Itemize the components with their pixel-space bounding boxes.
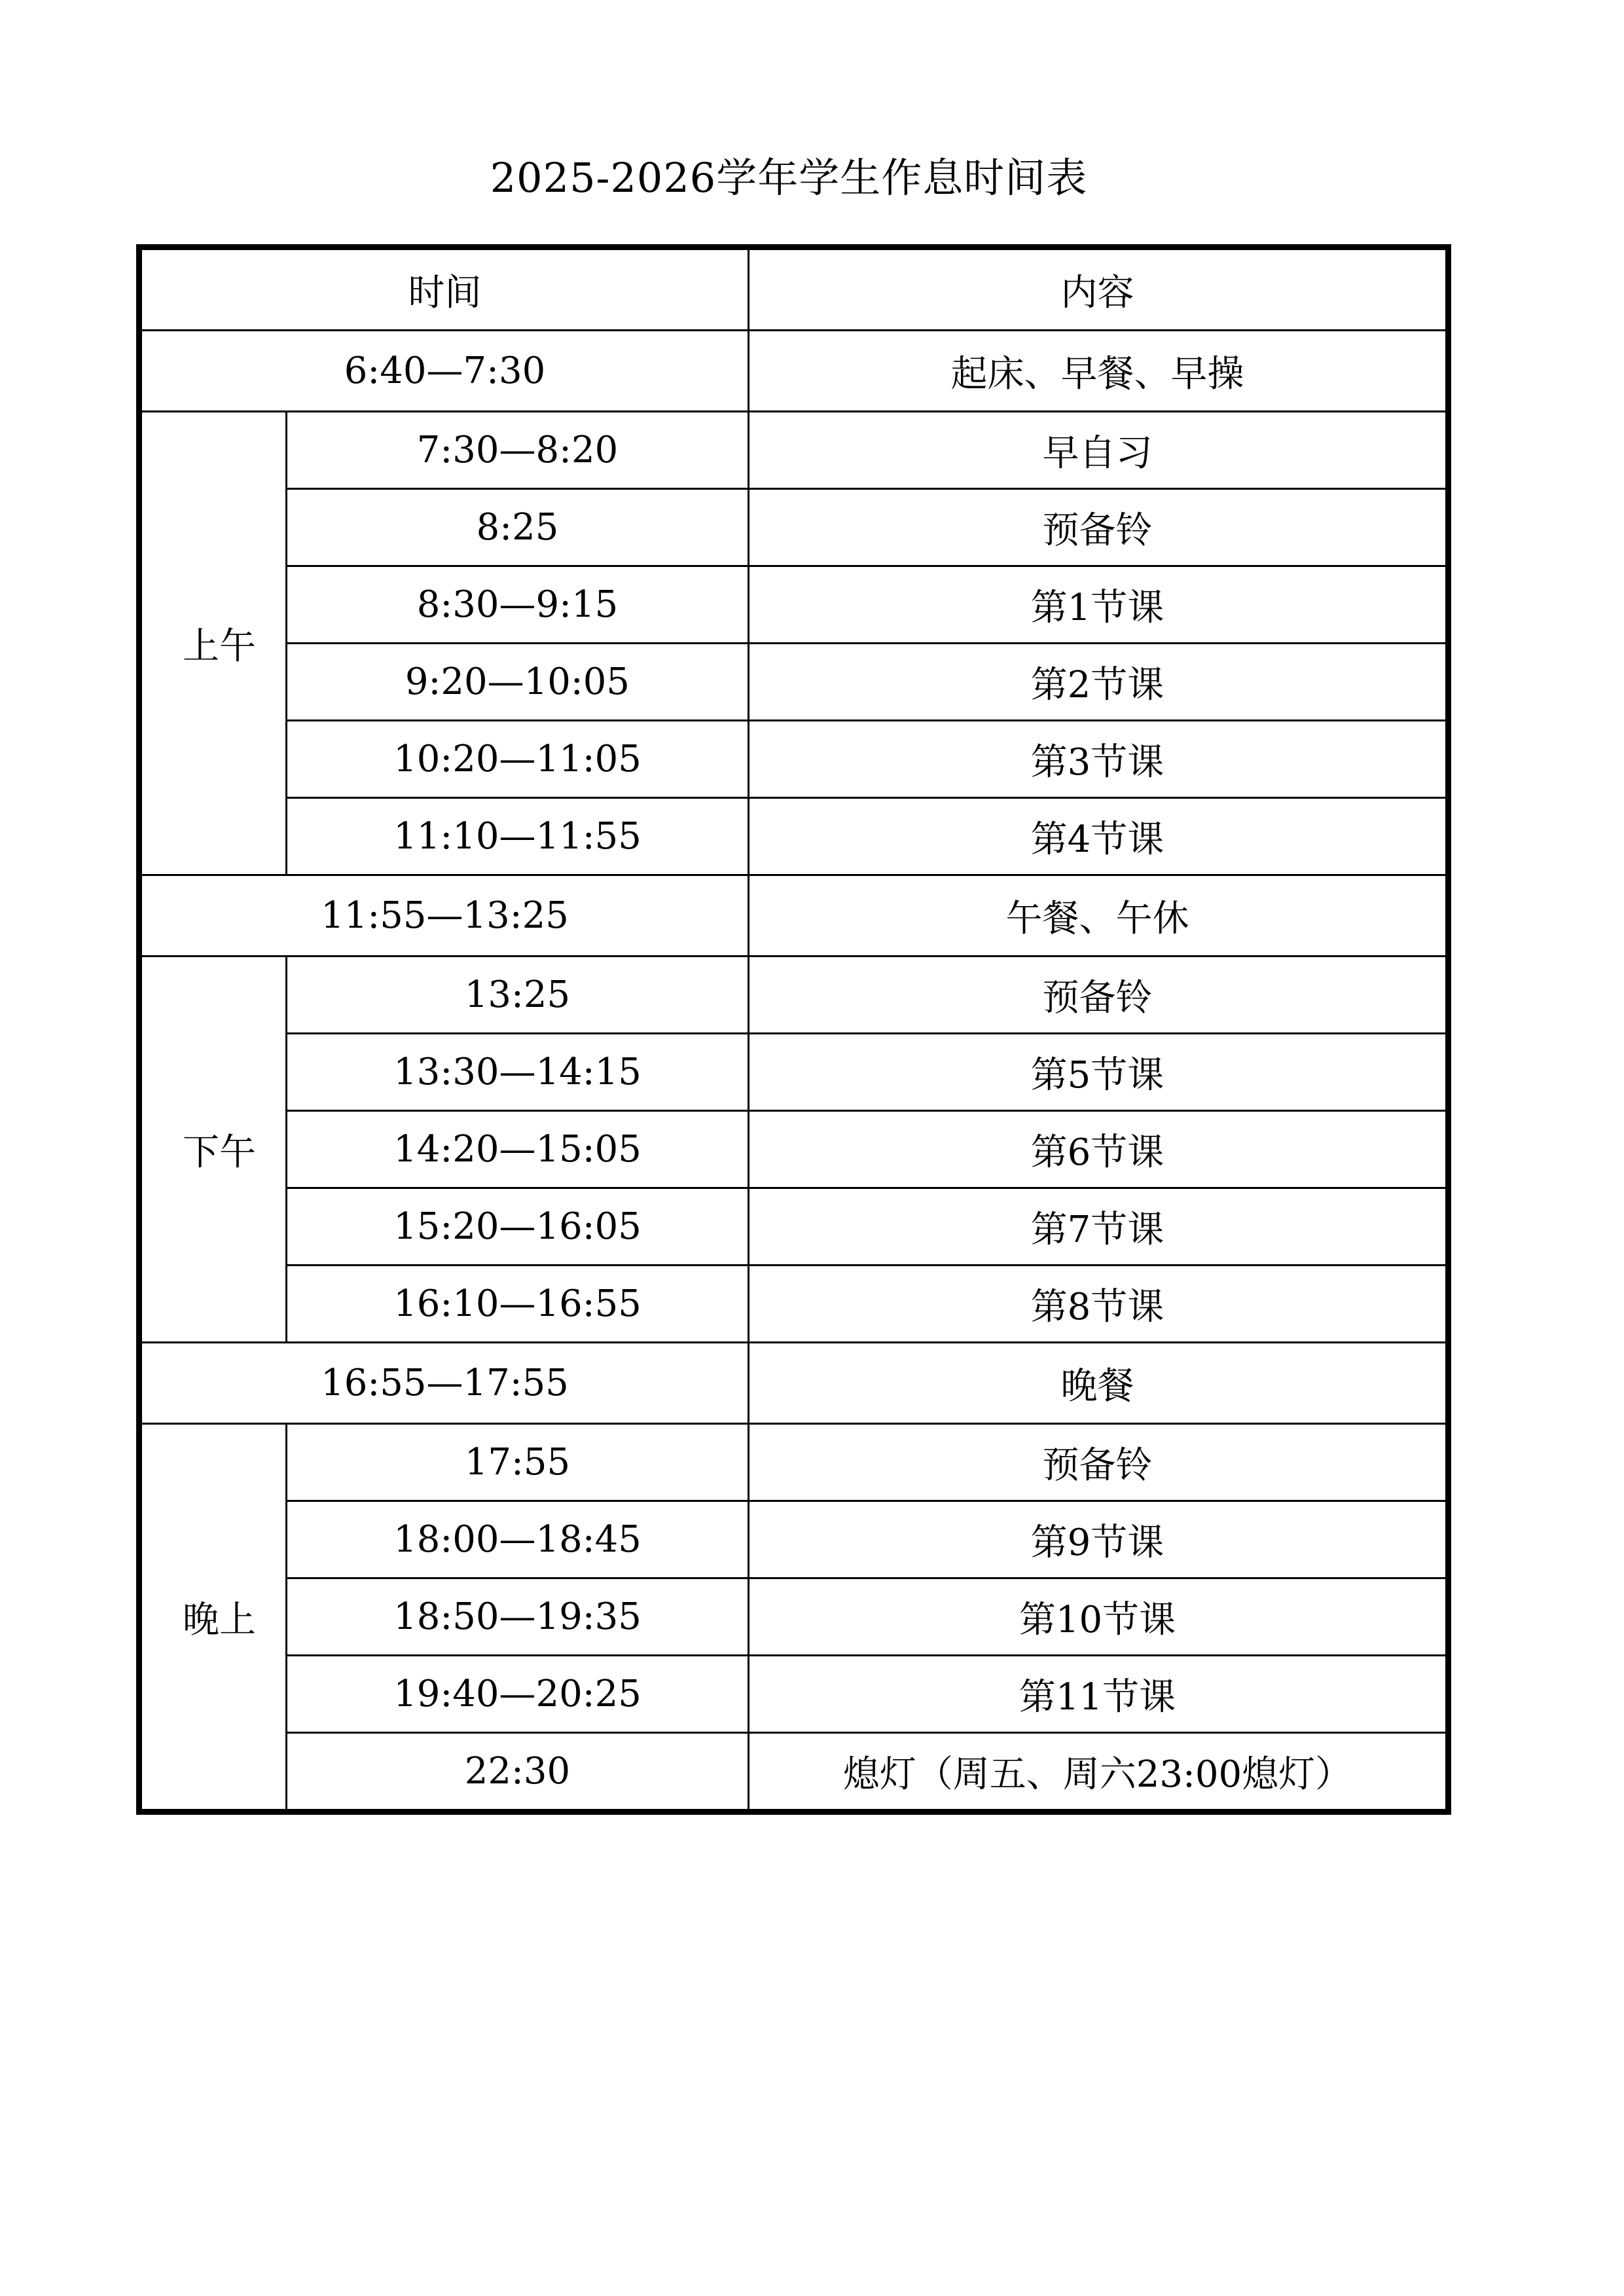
- time-cell: 11:10—11:55: [287, 798, 749, 875]
- period-cell-evening: 晚上: [139, 1424, 287, 1812]
- time-cell: 6:40—7:30: [139, 331, 749, 412]
- time-cell: 8:25: [287, 489, 749, 566]
- table-row: [139, 875, 1449, 957]
- period-cell-afternoon: 下午: [139, 957, 287, 1343]
- time-cell: 8:30—9:15: [287, 566, 749, 644]
- time-cell: 22:30: [287, 1733, 749, 1812]
- content-cell: 早自习: [749, 412, 1449, 489]
- content-cell: 晚餐: [749, 1343, 1449, 1424]
- time-cell: 11:55—13:25: [139, 875, 749, 957]
- content-cell: 第2节课: [749, 644, 1449, 721]
- table-row: [139, 1656, 1449, 1733]
- table-row: [139, 798, 1449, 875]
- time-cell: 7:30—8:20: [287, 412, 749, 489]
- period-cell-morning: 上午: [139, 412, 287, 875]
- time-cell: 16:55—17:55: [139, 1343, 749, 1424]
- time-cell: 18:50—19:35: [287, 1578, 749, 1656]
- time-cell: 17:55: [287, 1424, 749, 1501]
- time-cell: 18:00—18:45: [287, 1501, 749, 1578]
- content-cell: 第8节课: [749, 1266, 1449, 1343]
- table-row: [139, 1111, 1449, 1188]
- table-row: [139, 1343, 1449, 1424]
- header-row: [139, 247, 1449, 331]
- time-cell: 15:20—16:05: [287, 1188, 749, 1266]
- content-cell: 第5节课: [749, 1034, 1449, 1111]
- content-cell: 预备铃: [749, 489, 1449, 566]
- time-cell: 14:20—15:05: [287, 1111, 749, 1188]
- table-row: [139, 1266, 1449, 1343]
- table-row: [139, 721, 1449, 798]
- table-row: [139, 1578, 1449, 1656]
- column-header-time: 时间: [139, 247, 749, 331]
- table-row: [139, 957, 1449, 1034]
- table-row: [139, 644, 1449, 721]
- content-cell: 第7节课: [749, 1188, 1449, 1266]
- table-row: [139, 331, 1449, 412]
- table-row: [139, 566, 1449, 644]
- time-cell: 10:20—11:05: [287, 721, 749, 798]
- table-row: [139, 412, 1449, 489]
- table-row: [139, 489, 1449, 566]
- content-cell: 熄灯（周五、周六23:00熄灯）: [749, 1733, 1449, 1812]
- content-cell: 第1节课: [749, 566, 1449, 644]
- time-cell: 9:20—10:05: [287, 644, 749, 721]
- content-cell: 第4节课: [749, 798, 1449, 875]
- content-cell: 第3节课: [749, 721, 1449, 798]
- content-cell: 预备铃: [749, 1424, 1449, 1501]
- column-header-content: 内容: [749, 247, 1449, 331]
- table-row: [139, 1733, 1449, 1812]
- content-cell: 起床、早餐、早操: [749, 331, 1449, 412]
- content-cell: 预备铃: [749, 957, 1449, 1034]
- page-title: 2025-2026学年学生作息时间表: [490, 154, 1088, 202]
- content-cell: 第11节课: [749, 1656, 1449, 1733]
- table-row: [139, 1034, 1449, 1111]
- content-cell: 第9节课: [749, 1501, 1449, 1578]
- table-row: [139, 1188, 1449, 1266]
- time-cell: 19:40—20:25: [287, 1656, 749, 1733]
- content-cell: 第6节课: [749, 1111, 1449, 1188]
- table-row: [139, 1424, 1449, 1501]
- content-cell: 午餐、午休: [749, 875, 1449, 957]
- table-row: [139, 1501, 1449, 1578]
- time-cell: 16:10—16:55: [287, 1266, 749, 1343]
- time-cell: 13:30—14:15: [287, 1034, 749, 1111]
- content-cell: 第10节课: [749, 1578, 1449, 1656]
- time-cell: 13:25: [287, 957, 749, 1034]
- schedule-table: [136, 244, 1451, 1815]
